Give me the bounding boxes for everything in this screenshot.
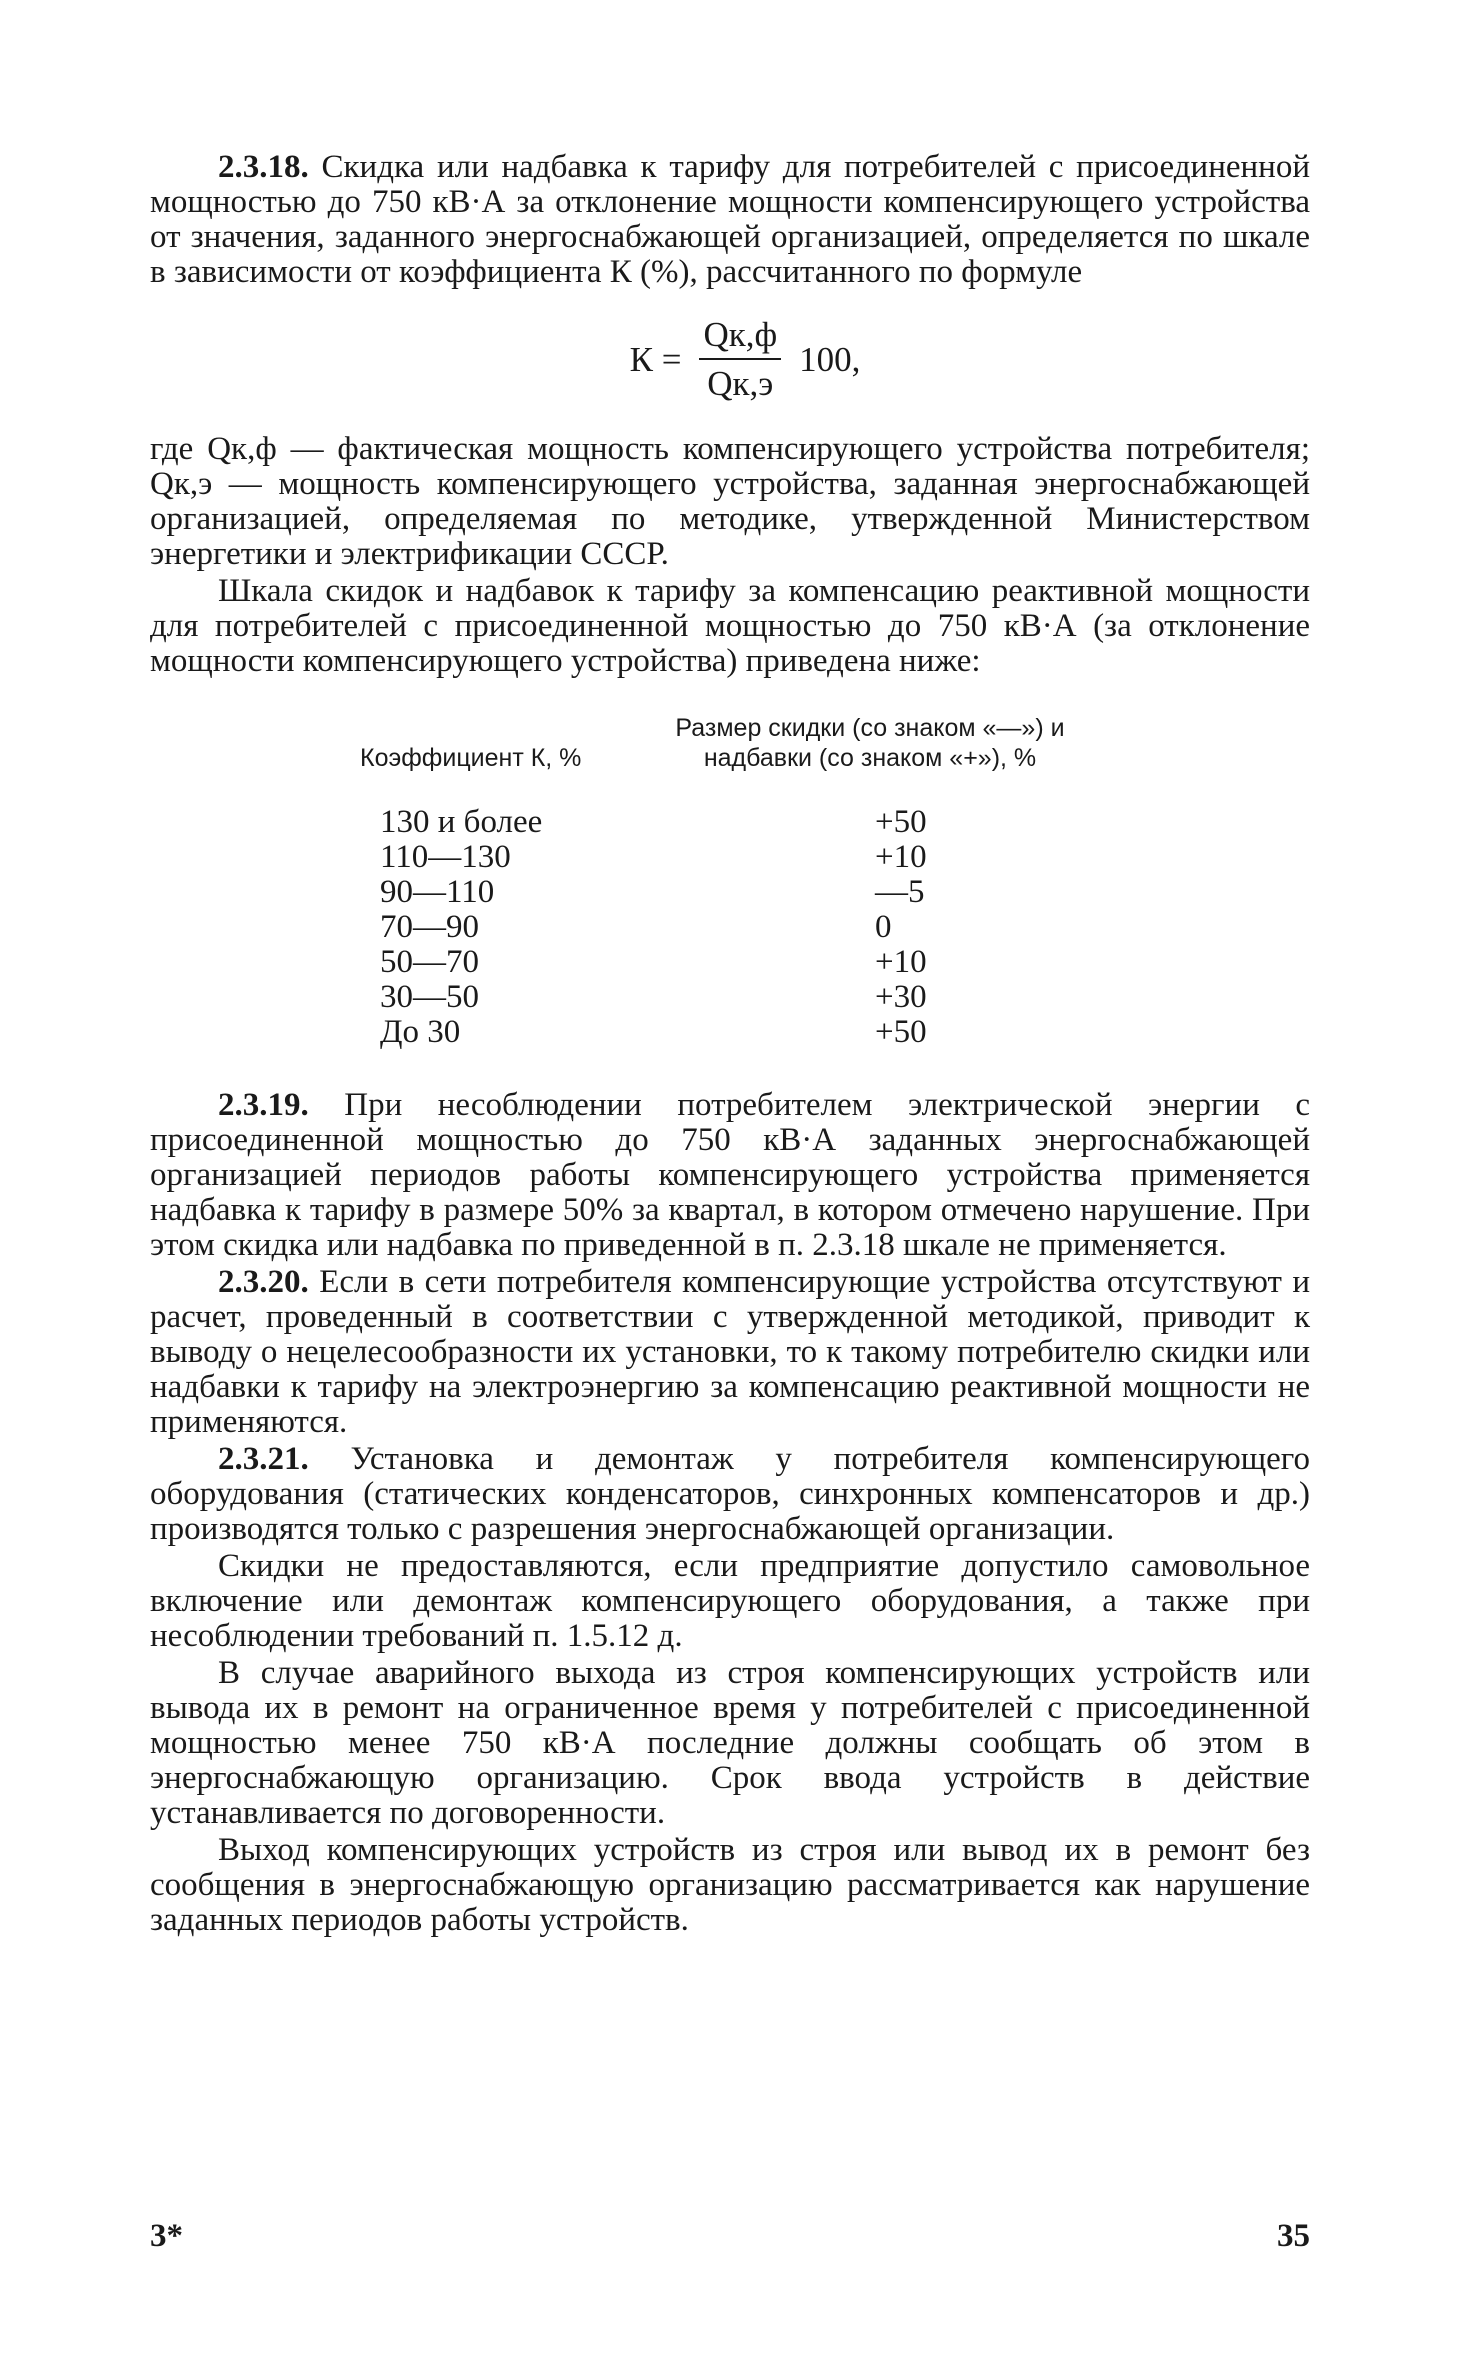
section-number: 2.3.18. (218, 149, 309, 185)
formula-k (180, 304, 1310, 414)
section-text: Если в сети потребителя компенсирующие устройства отсутствуют и расчет, проведенный в соответствии с утвержденной методикой, приводит к выводу о нецелесообразности их установки, то к такому потребителю скидки или надбавки к тарифу на электроэнергию за компенсацию реактивной мощности не применяются. (150, 1264, 1311, 1440)
table-row (150, 1015, 1310, 1050)
table-header (150, 713, 1310, 773)
section-number: 2.3.21. (218, 1441, 309, 1477)
section-text: При несоблюдении потребителем электрической энергии с присоединенной мощностью до 750 кВ·А заданных энергоснабжающей организацией периодов работы компенсирующего устройства применяется надбавка к тарифу в размере 50% за квартал, в котором отмечено нарушение. При этом скидка или надбавка по приведенной в п. 2.3.18 шкале не применяется. (150, 1087, 1311, 1263)
table-cell-k: 130 и более (380, 804, 543, 840)
table-cell-value: —5 (875, 874, 925, 910)
table-row (150, 980, 1310, 1015)
where-paragraph: где Qк,ф — фактическая мощность компенсирующего устройства потребителя; Qк,э — мощность компенсирующего устройства, заданная энергоснабжающей организацией, определяемая по методике, утвержденной Министерством энергетики и электрификации СССР. (150, 431, 1310, 572)
scale-intro-paragraph: Шкала скидок и надбавок к тарифу за компенсацию реактивной мощности для потребителей с присоединенной мощностью до 750 кВ·А (за отклонение мощности компенсирующего устройства) приведена ниже: (150, 573, 1310, 679)
formula-fraction (695, 317, 785, 401)
table-cell-k: 30—50 (380, 979, 479, 1015)
table-row (150, 910, 1310, 945)
table-row (150, 840, 1310, 875)
table-row (150, 945, 1310, 980)
table-cell-k: До 30 (380, 1014, 461, 1050)
table-cell-value: +10 (875, 944, 927, 980)
table-cell-k: 110—130 (380, 839, 511, 875)
section-2-3-20 (150, 1265, 1310, 1440)
table-header-coefficient: Коэффициент К, % (360, 744, 582, 772)
table-cell-k: 70—90 (380, 909, 479, 945)
section-number: 2.3.20. (218, 1264, 309, 1300)
emergency-paragraph: В случае аварийного выхода из строя компенсирующих устройств или вывода их в ремонт на ограниченное время у потребителей с присоединенной мощностью менее 750 кВ·А последние должны сообщать об этом в энергоснабжающую организацию. Срок ввода устройств в действие устанавливается по договоренности. (150, 1655, 1310, 1831)
formula-denominator: Qк,э (699, 358, 781, 401)
page-number: 35 (1277, 2218, 1310, 2254)
formula-lhs: К = (629, 339, 682, 379)
section-2-3-19 (150, 1088, 1310, 1263)
table-cell-value: 0 (875, 909, 892, 945)
table-cell-value: +50 (875, 804, 927, 840)
formula-rhs: 100, (799, 339, 861, 379)
signature-mark: 3* (150, 2218, 183, 2254)
table-row (150, 805, 1310, 840)
table-cell-value: +30 (875, 979, 927, 1015)
section-text: Установка и демонтаж у потребителя компенсирующего оборудования (статических конденсаторов, синхронных компенсаторов и др.) производятся только с разрешения энергоснабжающей организации. (150, 1441, 1311, 1547)
table-cell-value: +10 (875, 839, 927, 875)
formula-numerator: Qк,ф (703, 315, 778, 354)
table-cell-value: +50 (875, 1014, 927, 1050)
discounts-paragraph: Скидки не предоставляются, если предприятие допустило самовольное включение или демонтаж компенсирующего оборудования, а также при несоблюдении требований п. 1.5.12 д. (150, 1548, 1310, 1654)
section-2-3-21 (150, 1442, 1310, 1547)
table-header-discount: Размер скидки (со знаком «—») и надбавки (со знаком «+»), % (675, 714, 1065, 772)
section-text: Скидка или надбавка к тарифу для потребителей с присоединенной мощностью до 750 кВ·А за отклонение мощности компенсирующего устройства от значения, заданного энергоснабжающей организацией, определяется по шкале в зависимости от коэффициента К (%), рассчитанного по формуле (150, 149, 1310, 290)
failure-paragraph: Выход компенсирующих устройств из строя или вывод их в ремонт без сообщения в энергоснабжающую организацию рассматривается как нарушение заданных периодов работы устройств. (150, 1832, 1310, 1938)
page-body (150, 150, 1310, 1938)
table-cell-k: 50—70 (380, 944, 479, 980)
table-row (150, 875, 1310, 910)
section-2-3-18 (150, 150, 1310, 290)
scale-table (150, 713, 1310, 1050)
table-cell-k: 90—110 (380, 874, 495, 910)
section-number: 2.3.19. (218, 1087, 309, 1123)
